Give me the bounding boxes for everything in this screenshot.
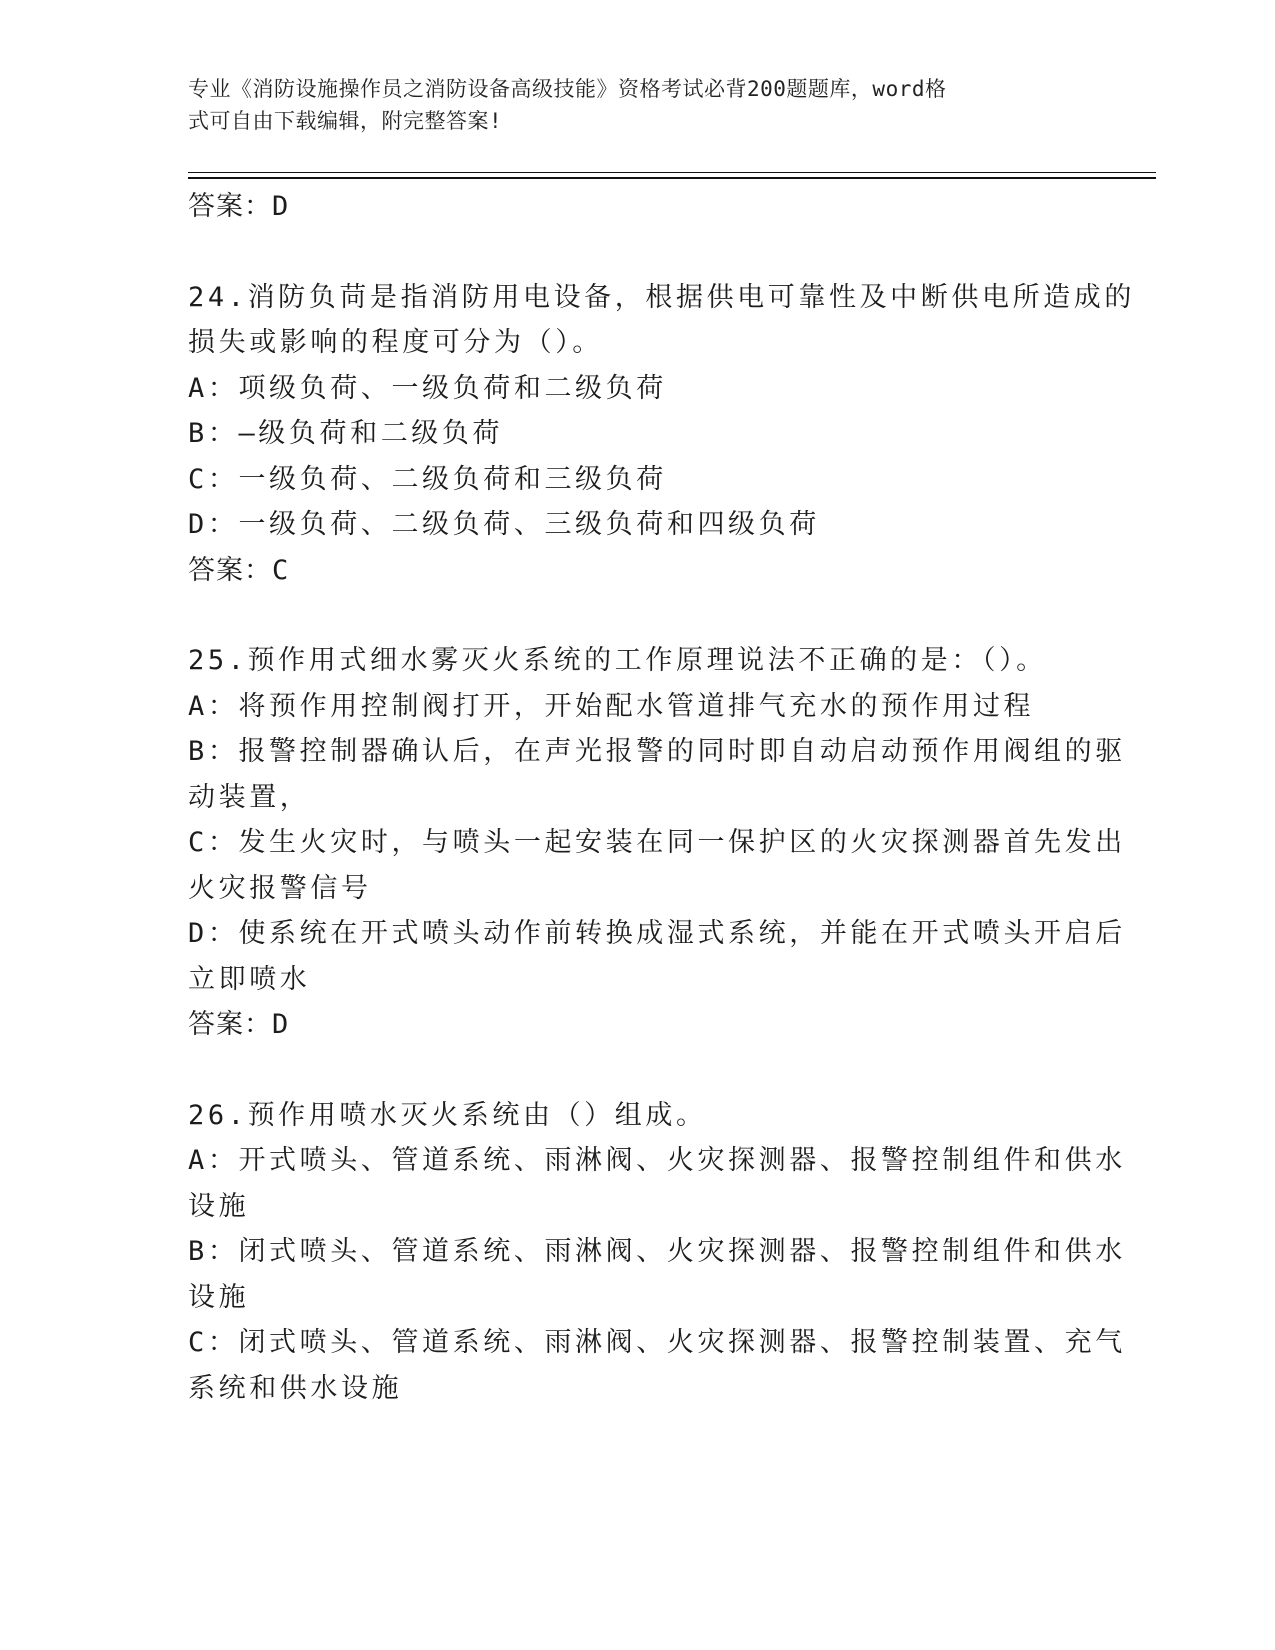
option-c: C：一级负荷、二级负荷和三级负荷 xyxy=(188,463,667,495)
option-c: C：闭式喷头、管道系统、雨淋阀、火灾探测器、报警控制装置、充气 xyxy=(188,1327,1126,1358)
header-rule-thick xyxy=(188,177,1156,179)
option-d: D：一级负荷、二级负荷、三级负荷和四级负荷 xyxy=(188,509,820,540)
answer-label: 答案：C xyxy=(188,554,290,586)
document-body xyxy=(188,184,1135,1411)
option-a-continued: 设施 xyxy=(188,1190,250,1222)
question-block-26 xyxy=(188,1093,1126,1412)
option-b: B：报警控制器确认后，在声光报警的同时即自动启动预作用阀组的驱 xyxy=(188,736,1126,767)
option-d-continued: 立即喷水 xyxy=(188,963,311,995)
header-line-2: 式可自由下载编辑，附完整答案! xyxy=(188,109,503,133)
answer-label: 答案：D xyxy=(188,191,290,222)
document-header xyxy=(188,73,1068,137)
question-block-24 xyxy=(188,275,1135,594)
question-stem: 损失或影响的程度可分为（）。 xyxy=(188,327,603,358)
option-a: A：开式喷头、管道系统、雨淋阀、火灾探测器、报警控制组件和供水 xyxy=(188,1145,1126,1176)
question-block-25 xyxy=(188,638,1126,1048)
header-line-1: 专业《消防设施操作员之消防设备高级技能》资格考试必背200题题库，word格 xyxy=(188,77,947,101)
question-stem: 25.预作用式细水雾灭火系统的工作原理说法不正确的是：（）。 xyxy=(188,645,1047,676)
question-stem: 26.预作用喷水灭火系统由（）组成。 xyxy=(188,1099,707,1131)
option-a: A：项级负荷、一级负荷和二级负荷 xyxy=(188,372,667,404)
option-c-continued: 火灾报警信号 xyxy=(188,872,372,904)
option-b-continued: 设施 xyxy=(188,1281,250,1313)
option-a: A：将预作用控制阀打开，开始配水管道排气充水的预作用过程 xyxy=(188,690,1035,722)
header-rule-thin xyxy=(188,172,1156,173)
question-block-23 xyxy=(188,184,1088,230)
option-b: B：闭式喷头、管道系统、雨淋阀、火灾探测器、报警控制组件和供水 xyxy=(188,1236,1126,1267)
option-c-continued: 系统和供水设施 xyxy=(188,1372,403,1404)
option-c: C：发生火灾时，与喷头一起安装在同一保护区的火灾探测器首先发出 xyxy=(188,827,1126,858)
question-stem: 24.消防负苘是指消防用电设备，根据供电可靠性及中断供电所造成的 xyxy=(188,281,1135,313)
option-d: D：使系统在开式喷头动作前转换成湿式系统，并能在开式喷头开启后 xyxy=(188,918,1126,949)
option-b: B：—级负荷和二级负荷 xyxy=(188,418,504,449)
answer-label: 答案：D xyxy=(188,1009,290,1040)
option-b-continued: 动装置， xyxy=(188,781,311,813)
